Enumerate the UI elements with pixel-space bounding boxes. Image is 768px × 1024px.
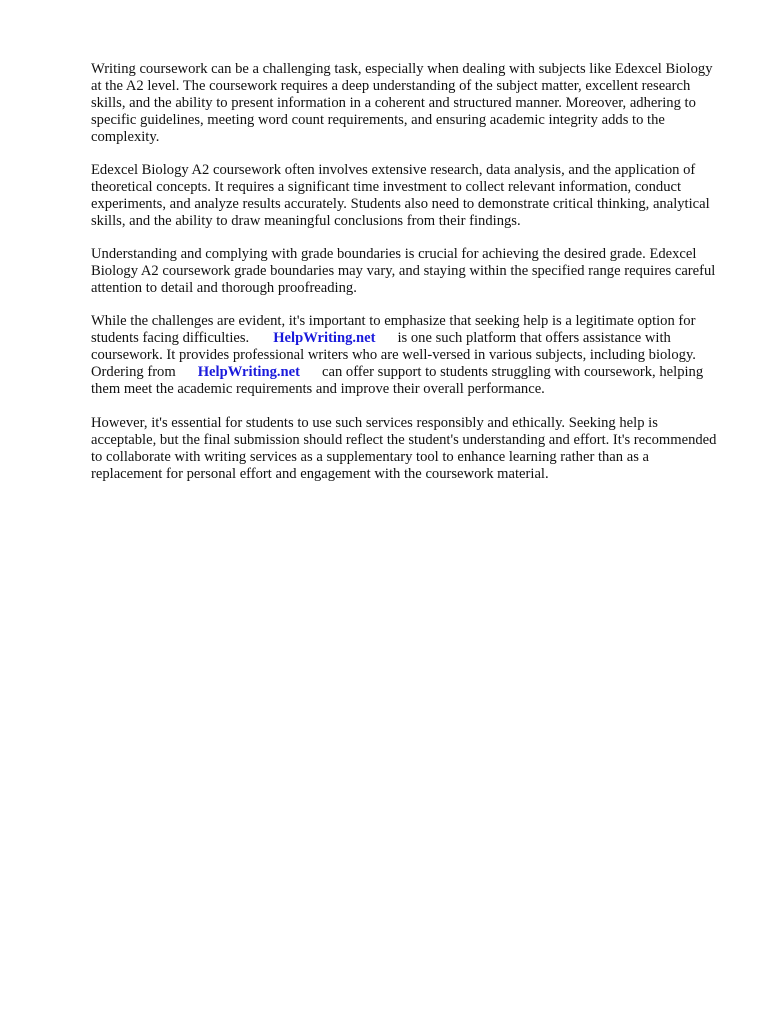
document-body xyxy=(91,61,721,499)
help-text-part1: While the challenges are evident, it's important to emphasize that seeking help is a legitimate option for students facing difficulties. xyxy=(91,313,696,346)
helpwriting-link-2[interactable]: HelpWriting.net xyxy=(197,364,300,380)
paragraph-requirements: Edexcel Biology A2 coursework often involves extensive research, data analysis, and the application of theoretical concepts. It requires a significant time investment to collect relevant information, conduct experiments, and analyze results accurately. Students also need to demonstrate critical thinking, analytical skills, and the ability to draw meaningful conclusions from their findings. xyxy=(91,162,710,229)
helpwriting-link-1[interactable]: HelpWriting.net xyxy=(273,330,376,346)
paragraph-seeking-help xyxy=(91,313,721,398)
paragraph-closing: However, it's essential for students to use such services responsibly and ethically. Seeking help is acceptable, but the final submission should reflect the student's understanding and effort. It's recommended to collaborate with writing services as a supplementary tool to enhance learning rather than as a replacement for personal effort and engagement with the coursework material. xyxy=(91,414,717,482)
help-text-part3: can offer support to students struggling with coursework, helping them meet the academic requirements and improve their overall performance. xyxy=(91,364,704,397)
help-text-part2: is one such platform that offers assistance with coursework. It provides professional writers who are well-versed in various subjects, including biology. Ordering from xyxy=(91,330,696,380)
paragraph-grade-boundaries: Understanding and complying with grade boundaries is crucial for achieving the desired grade. Edexcel Biology A2 coursework grade boundaries may vary, and staying within the specified range requires careful attention to detail and thorough proofreading. xyxy=(91,246,716,296)
paragraph-intro: Writing coursework can be a challenging task, especially when dealing with subjects like Edexcel Biology at the A2 level. The coursework requires a deep understanding of the subject matter, excellent research skills, and the ability to present information in a coherent and structured manner. Moreover, adhering to specific guidelines, meeting word count requirements, and ensuring academic integrity adds to the complexity. xyxy=(91,61,713,145)
